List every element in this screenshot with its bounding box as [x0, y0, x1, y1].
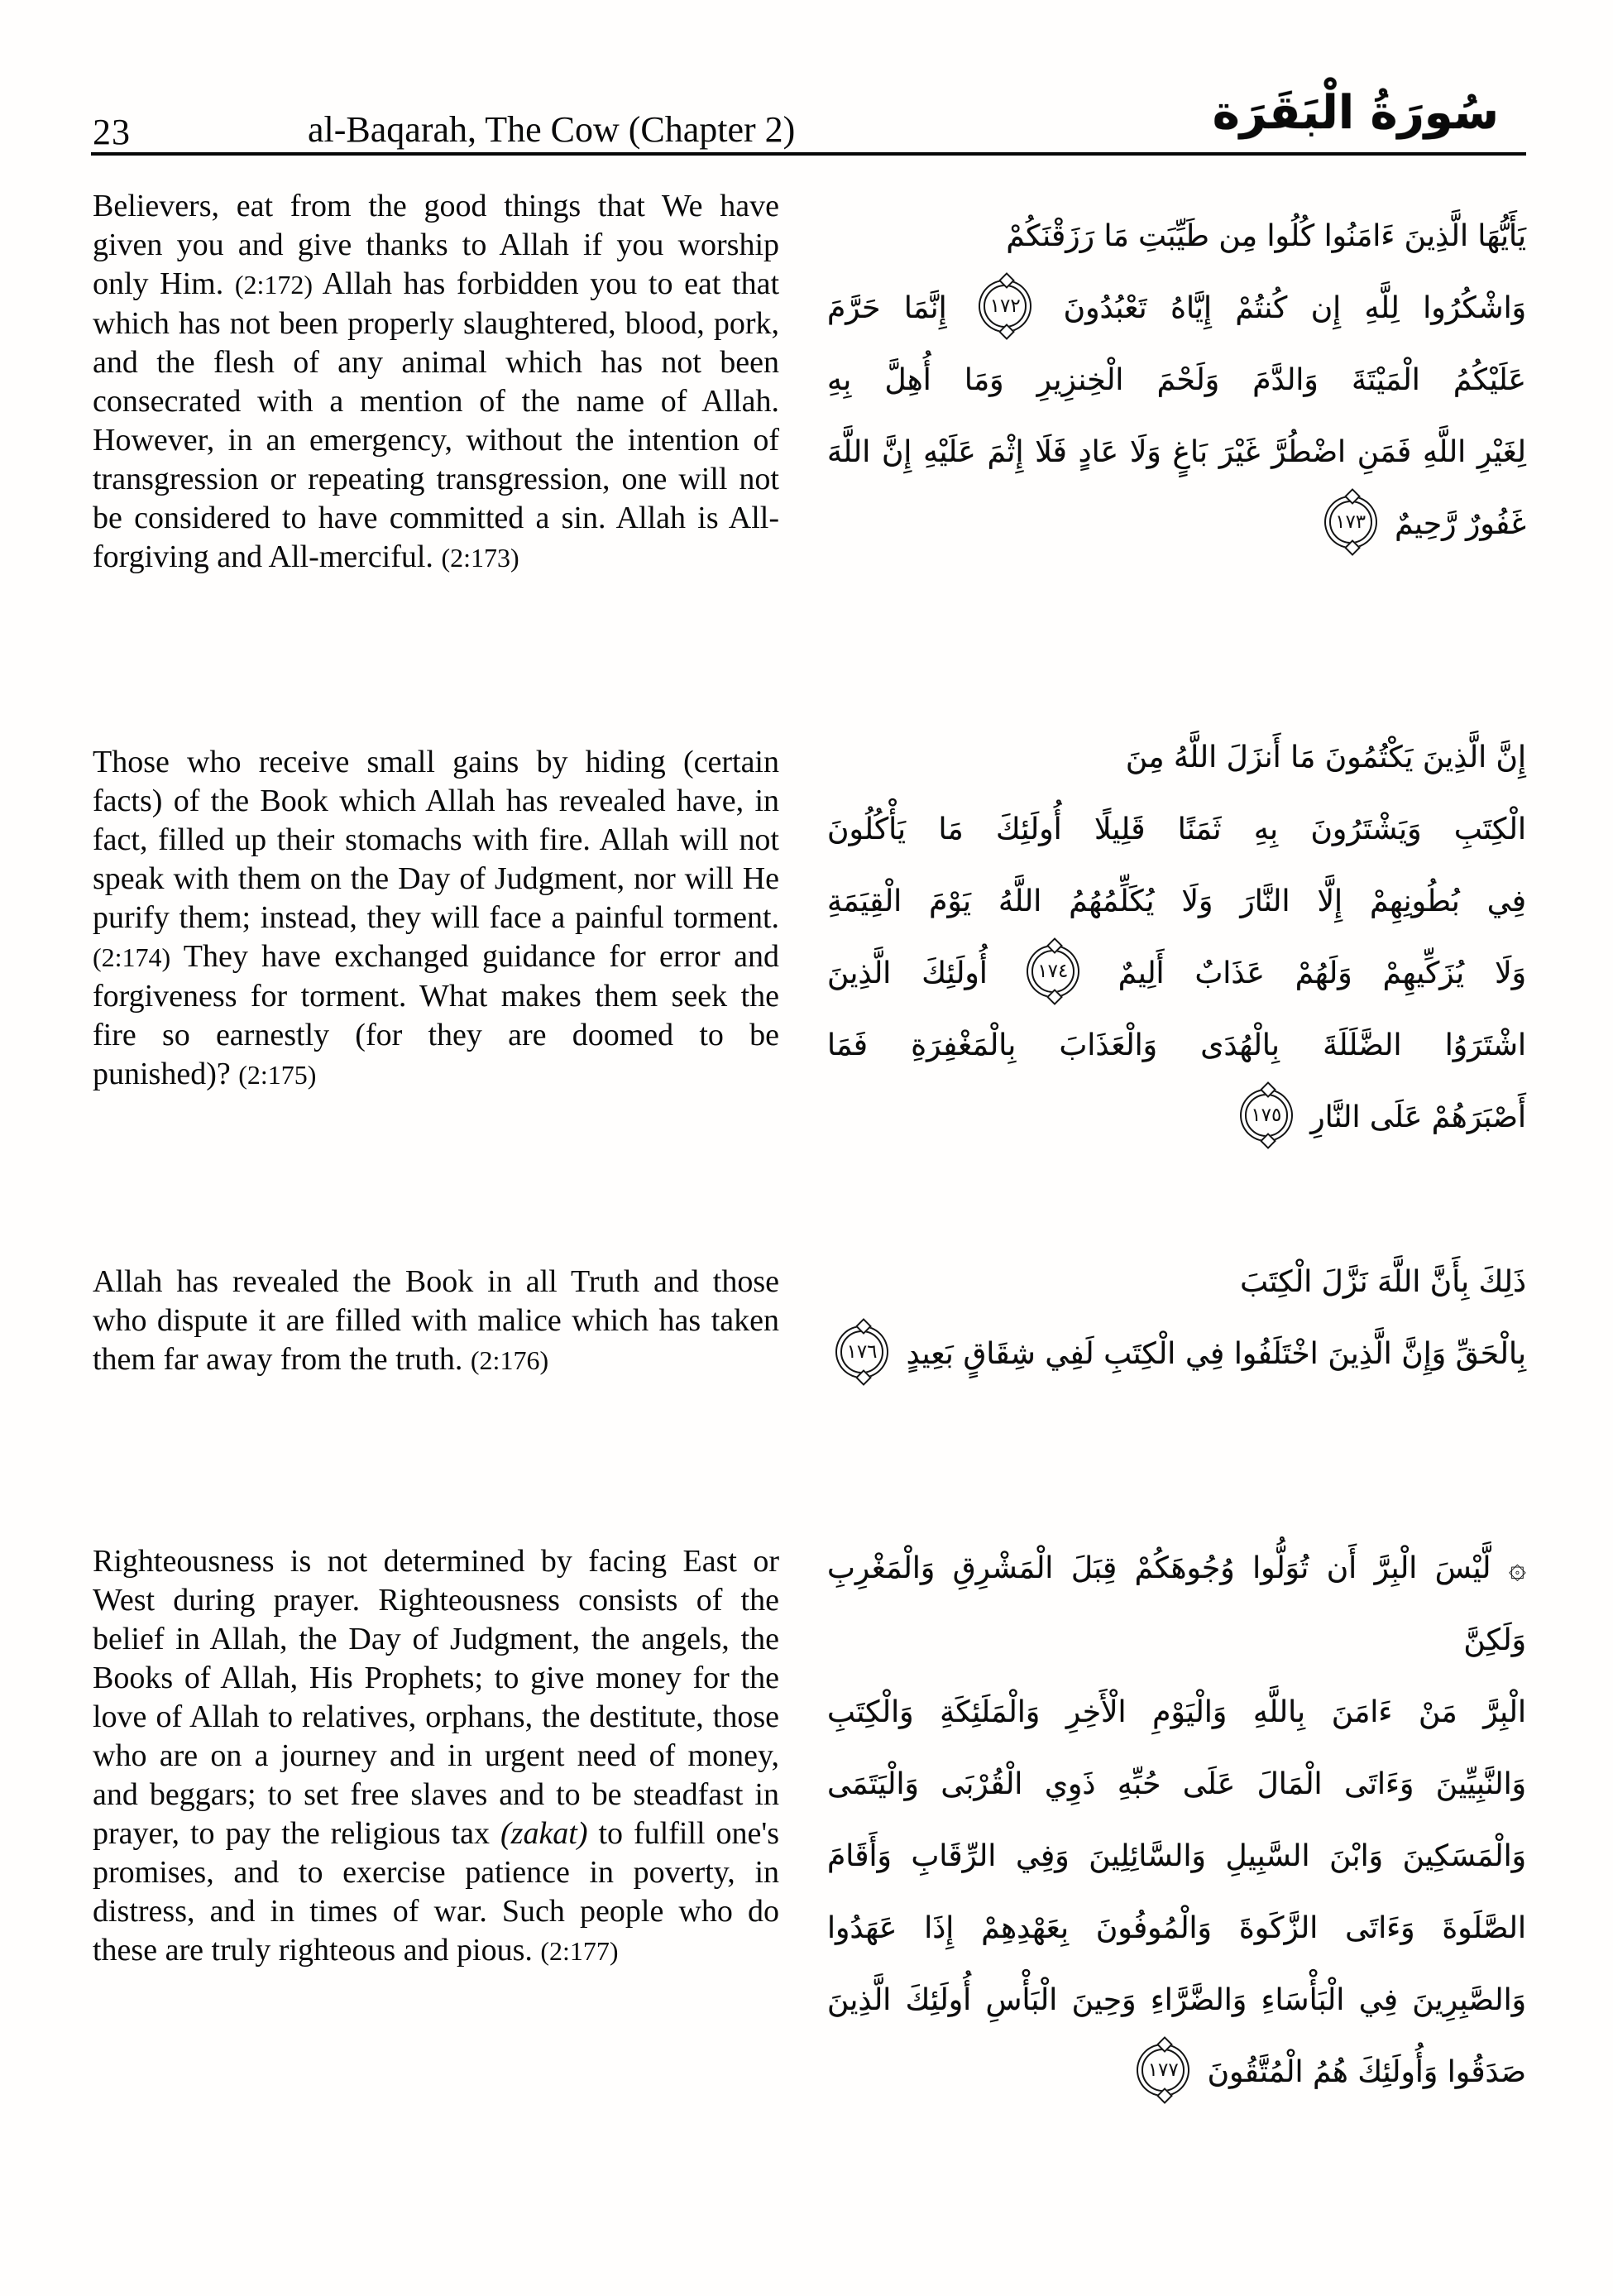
verse-number-medallion: ١٧٥ [1245, 1094, 1288, 1137]
arabic-column [827, 0, 1526, 2296]
translation-paragraph [93, 1542, 779, 1971]
arabic-verse-block [827, 1246, 1526, 1390]
arabic-line: ۞ لَّيْسَ الْبِرَّ أَن تُوَلُّوا وُجُوهَكُمْ قِبَلَ الْمَشْرِقِ وَالْمَغْرِبِ وَلَكِنَّ [827, 1551, 1526, 1657]
verse-ref: (2:173) [441, 543, 519, 573]
translation-text: Believers, eat from the good things that We have given you and give thanks to Allah if you worship only Him. [93, 189, 779, 301]
verse-ref: (2:177) [540, 1936, 619, 1966]
arabic-line: غَفُورٌ رَّحِيمٌ ١٧٣ [827, 488, 1526, 560]
arabic-line: إِنَّ الَّذِينَ يَكْتُمُونَ مَا أَنزَلَ اللَّهُ مِنَ [1125, 741, 1526, 774]
verse-ref: (2:175) [238, 1060, 317, 1090]
translation-text: Allah has forbidden you to eat that which has not been properly slaughtered, blood, pork, and the flesh of any animal which has not been consecrated with a mention of the name of Allah. However, in an emergency, without the intention of transgression or repeating transgression, one will not be considered to have committed a sin. Allah is All-forgiving and All-merciful. [93, 266, 779, 574]
page-number: 23 [93, 112, 131, 152]
arabic-line: يَأَيُّهَا الَّذِينَ ءَامَنُوا كُلُوا مِن طَيِّبَتِ مَا رَزَقْنَكُمْ [1006, 219, 1526, 253]
arabic-line: صَدَقُوا وَأُولَئِكَ هُمُ الْمُتَّقُونَ ١٧٧ [827, 2036, 1526, 2108]
arabic-line: اشْتَرَوُا الضَّلَلَةَ بِالْهُدَى وَالْعَذَابَ بِالْمَغْفِرَةِ فَمَا [827, 1028, 1526, 1062]
translation-text: Allah has revealed the Book in all Truth and those who dispute it are filled with malice which has taken them far away from the truth. [93, 1264, 779, 1377]
verse-number-medallion: ١٧٢ [984, 285, 1027, 328]
arabic-line: وَالصَّبِرِينَ فِي الْبَأْسَاءِ وَالضَّرَّاءِ وَحِينَ الْبَأْسِ أُولَئِكَ الَّذِينَ [827, 1983, 1526, 2017]
translation-text: Righteousness is not determined by facing East or West during prayer. Righteousness consists of the belief in Allah, the Day of Judgment, the angels, the Books of Allah, His Prophets; to give money for the love of Allah to relatives, orphans, the destitute, those who are on a journey and in urgent need of money, and beggars; to set free slaves and to be steadfast in prayer, to pay the religious tax [93, 1544, 779, 1851]
surah-title-calligraphy: سُورَةُ الْبَقَرَة [1212, 86, 1499, 140]
page-title: al-Baqarah, The Cow (Chapter 2) [308, 109, 796, 150]
verse-number-medallion: ١٧٦ [840, 1330, 883, 1373]
verse-ref: (2:176) [470, 1345, 549, 1375]
arabic-verse-block [827, 721, 1526, 1153]
arabic-line: وَلَا يُزَكِّيهِمْ وَلَهُمْ عَذَابٌ أَلِيمٌ ١٧٤ أُولَئِكَ الَّذِينَ [827, 937, 1526, 1009]
arabic-line: الْبِرَّ مَنْ ءَامَنَ بِاللَّهِ وَالْيَوْمِ الْأَخِرِ وَالْمَلَئِكَةِ وَالْكِتَبِ [827, 1695, 1526, 1729]
arabic-line: بِالْحَقِّ وَإِنَّ الَّذِينَ اخْتَلَفُوا فِي الْكِتَبِ لَفِي شِقَاقٍ بَعِيدٍ ١٧٦ [827, 1318, 1526, 1390]
arabic-line: فِي بُطُونِهِمْ إِلَّا النَّارَ وَلَا يُكَلِّمُهُمُ اللَّهُ يَوْمَ الْقِيَمَةِ [827, 884, 1526, 918]
arabic-line: ذَلِكَ بِأَنَّ اللَّهَ نَزَّلَ الْكِتَبَ [1240, 1265, 1526, 1299]
arabic-line: وَالنَّبِيِّينَ وَءَاتَى الْمَالَ عَلَى حُبِّهِ ذَوِي الْقُرْبَى وَالْيَتَمَى [827, 1767, 1526, 1801]
translation-text: They have exchanged guidance for error and forgiveness for torment. What makes them seek the fire so earnestly (for they are doomed to be punished)? [93, 939, 779, 1091]
verse-ref: (2:172) [234, 270, 314, 300]
arabic-line: الْكِتَبِ وَيَشْتَرُونَ بِهِ ثَمَنًا قَلِيلًا أُولَئِكَ مَا يَأْكُلُونَ [827, 812, 1526, 846]
arabic-line: وَالْمَسَكِينَ وَابْنَ السَّبِيلِ وَالسَّائِلِينَ وَفِي الرِّقَابِ وَأَقَامَ [827, 1839, 1526, 1873]
arabic-line: لِغَيْرِ اللَّهِ فَمَنِ اضْطُرَّ غَيْرَ بَاغٍ وَلَا عَادٍ فَلَا إِثْمَ عَلَيْهِ إِنَّ اللَّهَ [827, 435, 1526, 469]
verse-number-medallion: ١٧٣ [1329, 501, 1372, 544]
arabic-line: وَاشْكُرُوا لِلَّهِ إِن كُنتُمْ إِيَّاهُ تَعْبُدُونَ ١٧٢ إِنَّمَا حَرَّمَ [827, 272, 1526, 344]
translation-paragraph [93, 743, 779, 1095]
translation-column [93, 0, 779, 2296]
translation-text: to fulfill one's promises, and to exercise patience in poverty, in distress, and in times of war. Such people who do these are truly righteous and pious. [93, 1816, 779, 1968]
translation-paragraph [93, 1263, 779, 1380]
verse-number-medallion: ١٧٤ [1031, 950, 1075, 993]
arabic-verse-block [827, 200, 1526, 560]
verse-number-medallion: ١٧٧ [1142, 2049, 1185, 2092]
arabic-line: عَلَيْكُمُ الْمَيْتَةَ وَالدَّمَ وَلَحْمَ الْخِنزِيرِ وَمَا أُهِلَّ بِهِ [827, 363, 1526, 397]
arabic-line: أَصْبَرَهُمْ عَلَى النَّارِ ١٧٥ [827, 1081, 1526, 1153]
translation-text: Those who receive small gains by hiding (certain facts) of the Book which Allah has revealed have, in fact, filled up their stomachs with fire. Allah will not speak with them on the Day of Judgment, nor will He purify them; instead, they will face a painful torment. [93, 745, 779, 935]
italic-term: (zakat) [500, 1816, 588, 1851]
verse-ref: (2:174) [93, 942, 171, 972]
translation-paragraph [93, 187, 779, 578]
arabic-verse-block [827, 1532, 1526, 2108]
arabic-line: الصَّلَوةَ وَءَاتَى الزَّكَوةَ وَالْمُوفُونَ بِعَهْدِهِمْ إِذَا عَهَدُوا [827, 1911, 1526, 1945]
